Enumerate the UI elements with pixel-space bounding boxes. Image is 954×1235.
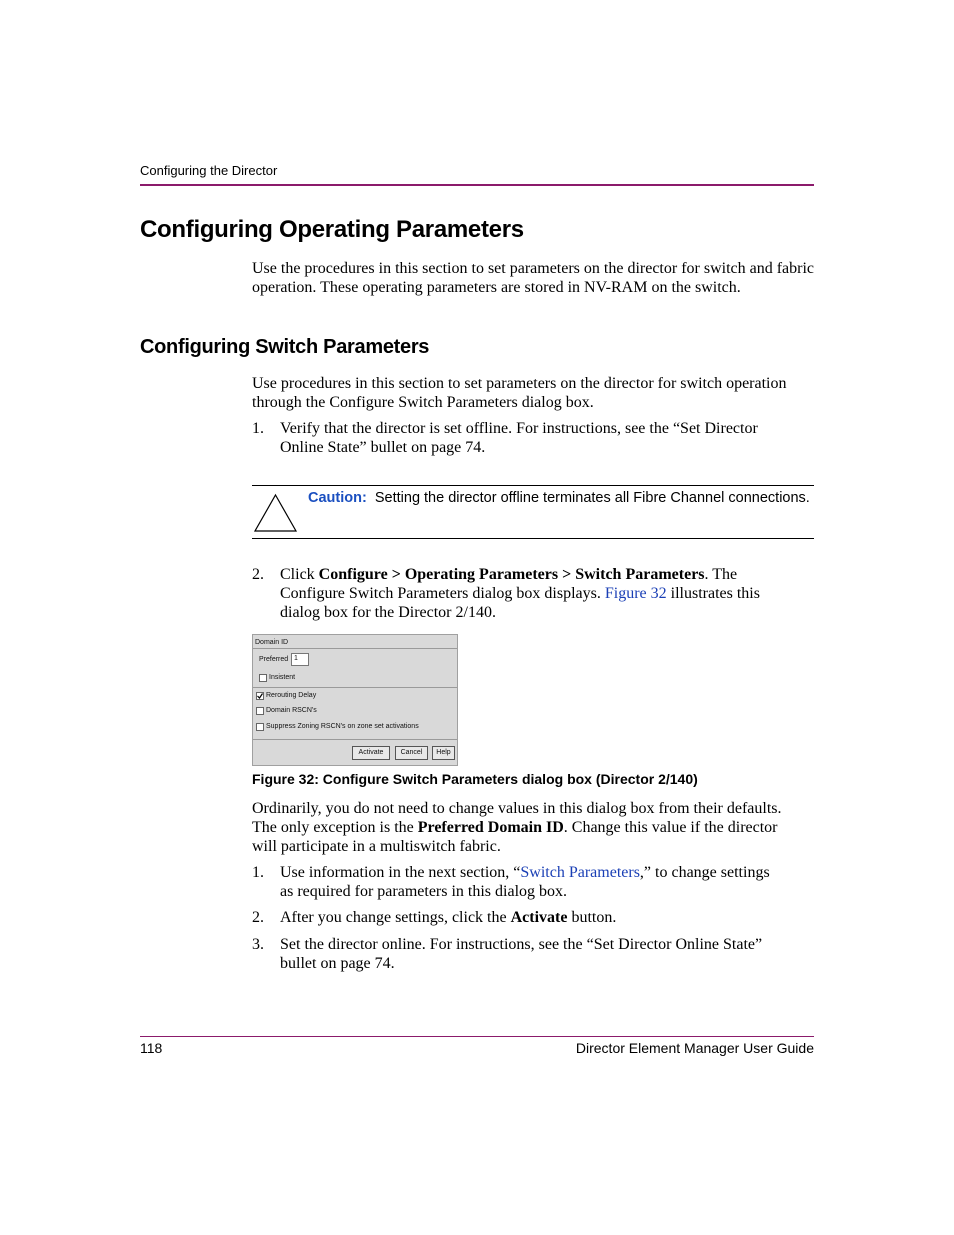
subsection-intro: Use procedures in this section to set parameters on the director for switch operation through the Configure Switch Parameters dialog box. bbox=[252, 375, 787, 411]
step-line bbox=[280, 565, 816, 584]
checkmark-icon bbox=[257, 693, 263, 699]
text-run: . The bbox=[704, 566, 738, 583]
preferred-label: Preferred bbox=[259, 656, 289, 663]
insistent-label: Insistent bbox=[269, 674, 296, 681]
text-run: Click bbox=[280, 566, 319, 583]
para-line: Ordinarily, you do not need to change values in this dialog box from their defaults. bbox=[252, 800, 782, 817]
step-number: 1. bbox=[252, 864, 264, 881]
caution-bottom-rule bbox=[252, 538, 814, 539]
step-line: as required for parameters in this dialog box. bbox=[280, 883, 568, 900]
domain-rscn-label: Domain RSCN's bbox=[266, 707, 317, 714]
step-number: 2. bbox=[252, 566, 264, 583]
text-run: After you change settings, click the bbox=[280, 909, 511, 926]
figure-link[interactable]: Figure 32 bbox=[604, 585, 667, 602]
step-line bbox=[280, 584, 816, 603]
cancel-button[interactable]: Cancel bbox=[395, 746, 428, 760]
rerouting-delay-label: Rerouting Delay bbox=[266, 692, 317, 699]
switch-parameters-link[interactable]: Switch Parameters bbox=[520, 864, 640, 881]
text-run: button. bbox=[567, 909, 617, 926]
bold-term: Preferred Domain ID bbox=[417, 819, 564, 836]
step-text bbox=[280, 863, 816, 901]
footer-rule bbox=[140, 1036, 814, 1037]
step-line: bullet on page 74. bbox=[280, 955, 395, 972]
text-run: illustrates this bbox=[666, 585, 760, 602]
menu-path: Configure > Operating Parameters > Switch Parameters bbox=[318, 566, 705, 583]
step-line bbox=[280, 863, 816, 882]
text-run: Configure Switch Parameters dialog box displays. bbox=[280, 585, 605, 602]
para-line: will participate in a multiswitch fabric. bbox=[252, 838, 501, 855]
step-number: 3. bbox=[252, 936, 264, 953]
text-run: The only exception is the bbox=[252, 819, 418, 836]
suppress-zoning-label: Suppress Zoning RSCN's on zone set activations bbox=[266, 723, 419, 730]
step-text bbox=[280, 419, 816, 457]
preferred-domain-value: 1 bbox=[294, 655, 298, 662]
insistent-checkbox[interactable] bbox=[259, 674, 267, 682]
caution-text: Setting the director offline terminates all Fibre Channel connections. bbox=[374, 490, 810, 506]
bold-term: Activate bbox=[510, 909, 568, 926]
caution-note bbox=[308, 490, 810, 506]
step-number: 1. bbox=[252, 420, 264, 437]
rerouting-delay-checkbox[interactable] bbox=[256, 692, 264, 700]
step-number: 2. bbox=[252, 909, 264, 926]
step-line: Verify that the director is set offline. For instructions, see the “Set Director bbox=[280, 420, 758, 437]
header-rule bbox=[140, 184, 814, 186]
help-button[interactable]: Help bbox=[432, 746, 455, 760]
caution-label: Caution: bbox=[308, 490, 367, 506]
step-text bbox=[280, 935, 816, 973]
text-run: Use information in the next section, “ bbox=[280, 864, 521, 881]
step-line: Online State” bullet on page 74. bbox=[280, 439, 486, 456]
domain-id-group-label: Domain ID bbox=[255, 639, 289, 646]
running-header: Configuring the Director bbox=[140, 163, 278, 178]
activate-button[interactable]: Activate bbox=[352, 746, 390, 760]
step-line: Set the director online. For instructions, see the “Set Director Online State” bbox=[280, 936, 763, 953]
text-run: . Change this value if the director bbox=[563, 819, 778, 836]
step-text bbox=[280, 565, 816, 622]
group-separator bbox=[253, 687, 458, 688]
preferred-domain-input[interactable] bbox=[291, 653, 309, 666]
text-run: ,” to change settings bbox=[639, 864, 770, 881]
para-line bbox=[252, 818, 822, 837]
button-separator bbox=[253, 739, 458, 740]
subsection-title: Configuring Switch Parameters bbox=[140, 336, 430, 358]
figure-caption: Figure 32: Configure Switch Parameters dialog box (Director 2/140) bbox=[252, 771, 698, 787]
section-intro: Use the procedures in this section to set parameters on the director for switch and fabric operation. These operating parameters are stored in NV-RAM on the switch. bbox=[252, 260, 815, 296]
switch-parameters-dialog bbox=[252, 634, 458, 766]
caution-top-rule bbox=[252, 485, 814, 486]
body-paragraph bbox=[252, 799, 822, 856]
domain-rscn-checkbox[interactable] bbox=[256, 707, 264, 715]
step-line: dialog box for the Director 2/140. bbox=[280, 604, 496, 621]
book-title: Director Element Manager User Guide bbox=[575, 1040, 814, 1056]
suppress-zoning-checkbox[interactable] bbox=[256, 723, 264, 731]
section-title: Configuring Operating Parameters bbox=[140, 216, 524, 243]
page-number: 118 bbox=[140, 1040, 163, 1056]
group-separator bbox=[253, 648, 458, 649]
caution-triangle-icon bbox=[253, 493, 298, 538]
step-text bbox=[280, 908, 816, 927]
